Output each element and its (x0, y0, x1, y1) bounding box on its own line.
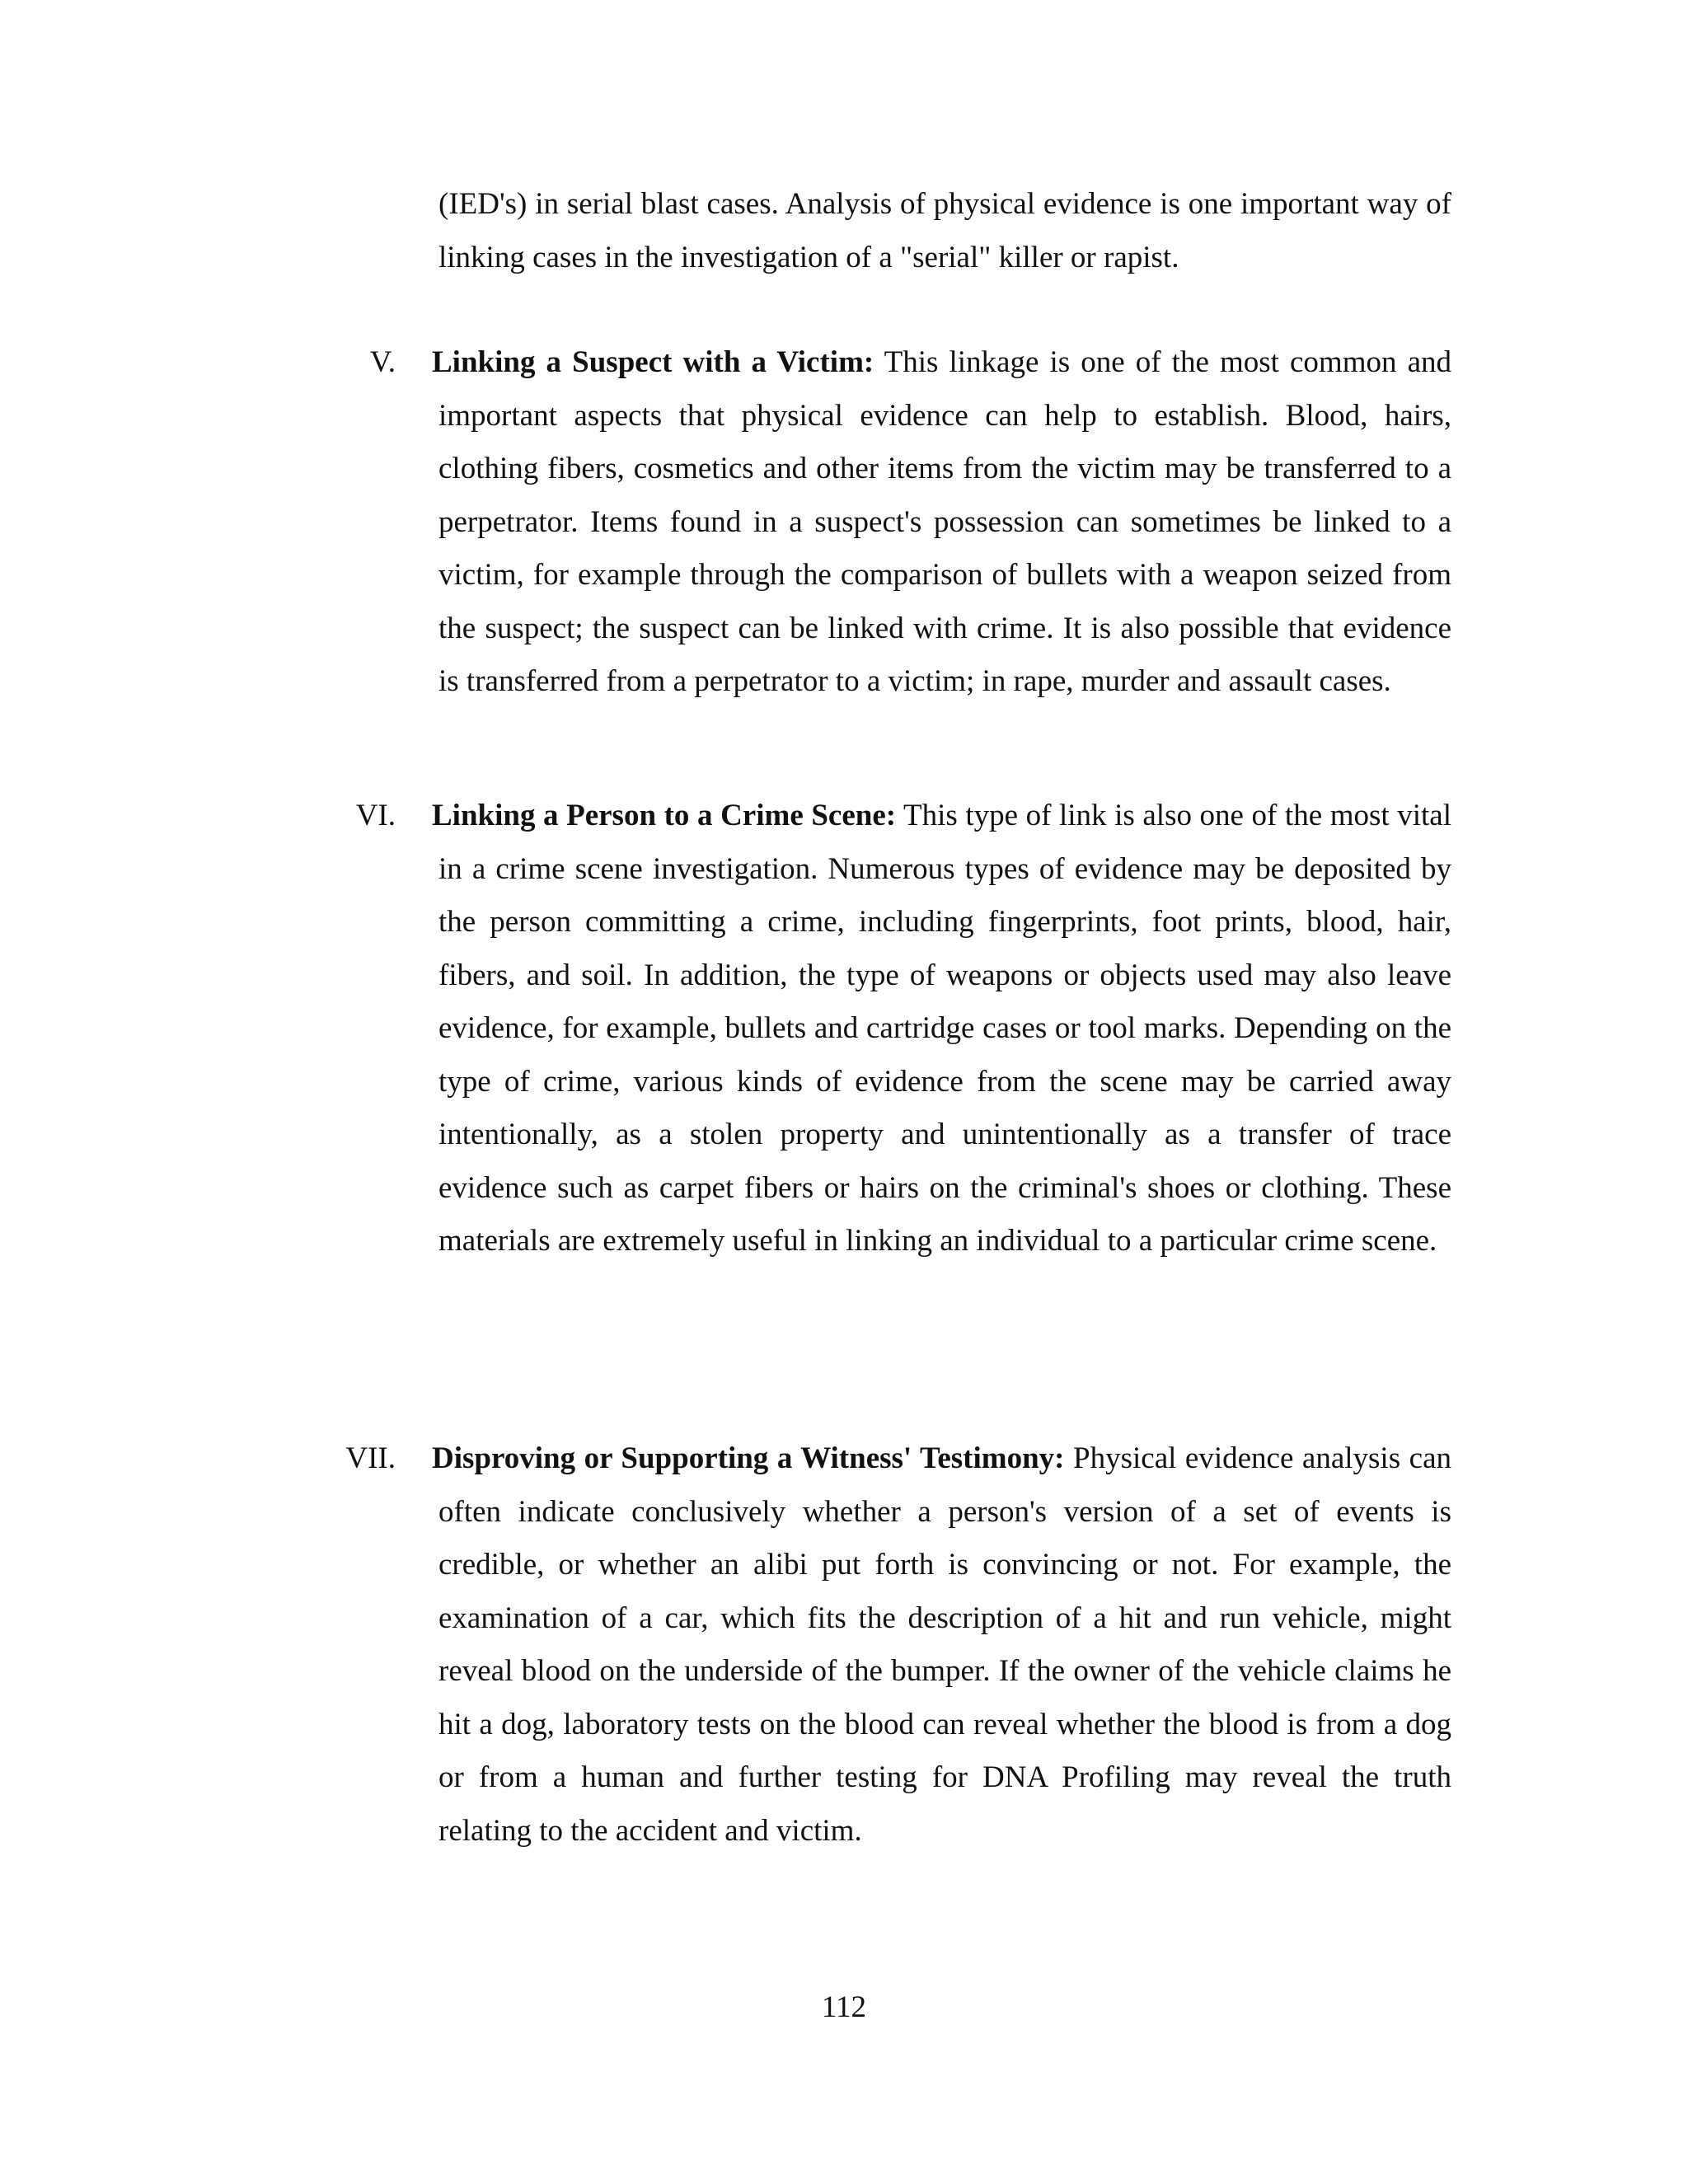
page-number: 112 (821, 1990, 867, 2024)
list-numeral: V. (369, 345, 396, 379)
list-item-body (432, 790, 1452, 1268)
list-item-text: This linkage is one of the most common and important aspects that physical evidence can help to establish. Blood, hairs, clothing fibers, cosmetics and other items from the victim may be transferred to a perpetrator. Items found in a suspect's possession can sometimes be linked to a victim, for example through the comparison of bullets with a weapon seized from the suspect; the suspect can be linked with crime. It is also possible that evidence is transferred from a perpetrator to a victim; in rape, murder and assault cases. (438, 345, 1451, 698)
list-numeral: VI. (355, 799, 396, 832)
list-item-body (432, 336, 1451, 709)
list-item-text: This type of link is also one of the most vital in a crime scene investigation. Numerous types of evidence may be deposited by the person committing a crime, including fingerprints, foot prints, blood, hair, fibers, and soil. In addition, the type of weapons or objects used may also leave evidence, for example, bullets and cartridge cases or tool marks. Depending on the type of crime, various kinds of evidence from the scene may be carried away intentionally, as a stolen property and unintentionally as a transfer of trace evidence such as carpet fibers or hairs on the criminal's shoes or clothing. These materials are extremely useful in linking an individual to a particular crime scene. (438, 799, 1452, 1258)
list-item-heading: Linking a Suspect with a Victim: (432, 345, 874, 379)
list-numeral: VII. (345, 1441, 396, 1475)
list-item-heading: Linking a Person to a Crime Scene: (432, 799, 897, 832)
list-item-heading: Disproving or Supporting a Witness' Testimony: (432, 1441, 1065, 1475)
list-item-text: Physical evidence analysis can often indicate conclusively whether a person's version of a set of events is credible, or whether an alibi put forth is convincing or not. For example, the examination of a car, which fits the description of a hit and run vehicle, might reveal blood on the underside of the bumper. If the owner of the vehicle claims he hit a dog, laboratory tests on the blood can reveal whether the blood is from a dog or from a human and further testing for DNA Profiling may reveal the truth relating to the accident and victim. (438, 1441, 1451, 1848)
continuation-paragraph: (IED's) in serial blast cases. Analysis of physical evidence is one important way of linking cases in the investigation of a "serial" killer or rapist. (438, 187, 1451, 274)
list-item-body (432, 1432, 1451, 1858)
